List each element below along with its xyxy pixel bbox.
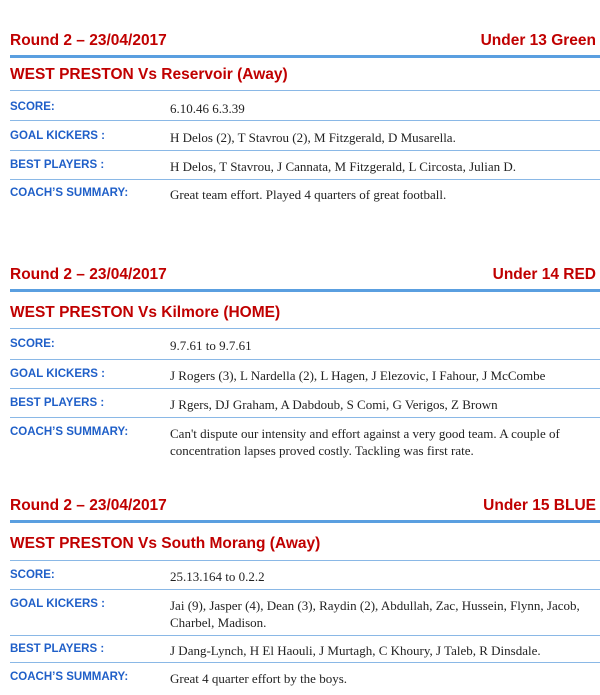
round-header bbox=[10, 493, 596, 519]
match-title: WEST PRESTON Vs Reservoir (Away) bbox=[10, 66, 288, 83]
score-label: SCORE: bbox=[10, 569, 55, 581]
score-label: SCORE: bbox=[10, 338, 55, 350]
divider bbox=[10, 560, 600, 561]
divider bbox=[10, 388, 600, 389]
score-value: 25.13.164 to 0.2.2 bbox=[170, 569, 265, 584]
coach-summary-label: COACH’S SUMMARY: bbox=[10, 426, 129, 438]
team-name: Under 13 Green bbox=[480, 32, 596, 49]
score-label: SCORE: bbox=[10, 101, 55, 113]
goal-kickers-label: GOAL KICKERS : bbox=[10, 368, 105, 380]
divider bbox=[10, 120, 600, 121]
best-players-value: H Delos, T Stavrou, J Cannata, M Fitzgerald, L Circosta, Julian D. bbox=[170, 159, 517, 174]
coach-summary-value: Great 4 quarter effort by the boys. bbox=[170, 671, 348, 686]
team-name: Under 14 RED bbox=[492, 266, 596, 283]
goal-kickers-value: H Delos (2), T Stavrou (2), M Fitzgerald, D Musarella. bbox=[170, 130, 456, 145]
divider bbox=[10, 150, 600, 151]
divider bbox=[10, 359, 600, 360]
divider bbox=[10, 589, 600, 590]
coach-summary-value: Can't dispute our intensity and effort against a very good team. A couple of concentration lapses proved costly. Tackling was first rate. bbox=[170, 426, 560, 458]
divider bbox=[10, 179, 600, 180]
goal-kickers-label: GOAL KICKERS : bbox=[10, 130, 105, 142]
round-header bbox=[10, 262, 596, 288]
round-header bbox=[10, 28, 596, 54]
divider bbox=[10, 289, 600, 292]
coach-summary-value: Great team effort. Played 4 quarters of great football. bbox=[170, 187, 447, 202]
divider bbox=[10, 55, 600, 58]
match-title: WEST PRESTON Vs Kilmore (HOME) bbox=[10, 304, 281, 321]
divider bbox=[10, 90, 600, 91]
goal-kickers-value: Jai (9), Jasper (4), Dean (3), Raydin (2), Abdullah, Zac, Hussein, Flynn, Jacob, Charbel, Madison. bbox=[170, 598, 580, 630]
match-report bbox=[0, 262, 600, 472]
best-players-label: BEST PLAYERS : bbox=[10, 643, 105, 655]
coach-summary-label: COACH’S SUMMARY: bbox=[10, 187, 129, 199]
divider bbox=[10, 417, 600, 418]
best-players-value: J Dang-Lynch, H El Haouli, J Murtagh, C Khoury, J Taleb, R Dinsdale. bbox=[170, 643, 541, 658]
divider bbox=[10, 328, 600, 329]
match-report bbox=[0, 28, 600, 228]
match-title: WEST PRESTON Vs South Morang (Away) bbox=[10, 535, 321, 552]
score-value: 6.10.46 6.3.39 bbox=[170, 101, 245, 116]
round-date: Round 2 – 23/04/2017 bbox=[10, 266, 167, 283]
goal-kickers-label: GOAL KICKERS : bbox=[10, 598, 105, 610]
coach-summary-label: COACH’S SUMMARY: bbox=[10, 671, 129, 683]
best-players-value: J Rgers, DJ Graham, A Dabdoub, S Comi, G Verigos, Z Brown bbox=[170, 397, 498, 412]
goal-kickers-value: J Rogers (3), L Nardella (2), L Hagen, J Elezovic, I Fahour, J McCombe bbox=[170, 368, 546, 383]
divider bbox=[10, 662, 600, 663]
team-name: Under 15 BLUE bbox=[483, 497, 596, 514]
round-date: Round 2 – 23/04/2017 bbox=[10, 497, 167, 514]
score-value: 9.7.61 to 9.7.61 bbox=[170, 338, 252, 353]
divider bbox=[10, 520, 600, 523]
best-players-label: BEST PLAYERS : bbox=[10, 397, 105, 409]
best-players-label: BEST PLAYERS : bbox=[10, 159, 105, 171]
match-report bbox=[0, 493, 600, 695]
divider bbox=[10, 635, 600, 636]
round-date: Round 2 – 23/04/2017 bbox=[10, 32, 167, 49]
